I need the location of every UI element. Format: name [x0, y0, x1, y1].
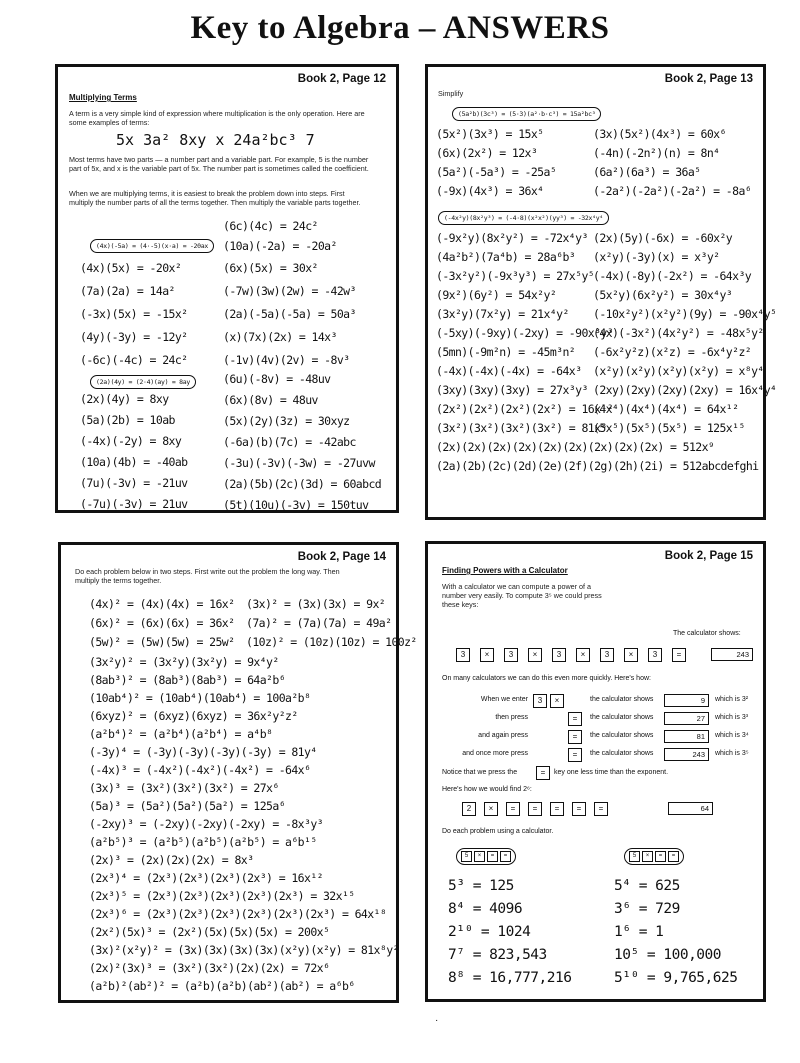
calculator-key[interactable]: 3 — [552, 648, 566, 662]
equation-line: 2¹⁰ = 1024 — [448, 924, 531, 940]
equation-line: (5t)(10u)(-3v) = 150tuv — [223, 498, 369, 512]
calculator-key[interactable]: 3 — [648, 648, 662, 662]
calculator-key[interactable]: = — [550, 802, 564, 816]
equation-line: (2x)(4y) = 8xy — [80, 392, 169, 406]
calculator-display-1: 243 — [711, 648, 753, 661]
equation-line: (3x)² = (3x)(3x) = 9x² — [246, 597, 386, 611]
equation-line: (2x³)⁶ = (2x³)(2x³)(2x³)(2x³)(2x³)(2x³) = 64x¹⁸ — [89, 907, 387, 921]
calculator-key[interactable]: × — [484, 802, 498, 816]
equation-line: (a²b⁴)² = (a²b⁴)(a²b⁴) = a⁴b⁸ — [89, 727, 273, 741]
finding-powers-heading: Finding Powers with a Calculator — [442, 566, 568, 575]
equation-line: (2a)(2b)(2c)(2d)(2e)(2f)(2g)(2h)(2i) = 512abcdefghi — [436, 459, 759, 473]
mini-keys-right — [624, 848, 684, 865]
equation-line: (x²y)(-3y)(x) = x³y² — [593, 250, 720, 264]
equation-line: (9x²)(6y²) = 54x²y² — [436, 288, 557, 302]
step-which-text: which is 3⁴ — [715, 732, 749, 739]
panel-page-12-title: Book 2, Page 12 — [297, 73, 386, 85]
equation-line: (-7u)(-3v) = 21uv — [80, 497, 188, 511]
equation-line: (-1v)(4v)(2v) = -8v³ — [223, 353, 350, 367]
equation-line: (2x)(5y)(-6x) = -60x²y — [593, 231, 733, 245]
equation-line: (4a²b²)(7a⁴b) = 28a⁶b³ — [436, 250, 576, 264]
step-shows-text: the calculator shows — [590, 750, 654, 757]
equation-line: (x)(7x)(2x) = 14x³ — [223, 330, 337, 344]
mini-calculator-key: 5 — [629, 851, 640, 862]
equation-line: (-2a²)(-2a²)(-2a²) = -8a⁶ — [593, 184, 752, 198]
equation-line: (7a)(2a) = 14a² — [80, 284, 175, 298]
panel-page-13-title: Book 2, Page 13 — [664, 73, 753, 85]
equation-line: 8⁸ = 16,777,216 — [448, 970, 572, 986]
p15-quick-text: On many calculators we can do this even more quickly. Here's how: — [442, 675, 651, 682]
equation-line: (x²y)(x²y)(x²y)(x²y) = x⁸y⁴ — [593, 364, 764, 378]
p15-here-text: Here's how we would find 2⁶: — [442, 786, 532, 793]
calculator-key[interactable]: = — [568, 712, 582, 726]
step-label: and again press — [478, 732, 528, 739]
p13-example-bubble-1: (5a²b)(3c³) = (5·3)(a²·b·c³) = 15a²bc³ — [452, 107, 601, 121]
calculator-key[interactable]: × — [576, 648, 590, 662]
equation-line: (6xyz)² = (6xyz)(6xyz) = 36x²y²z² — [89, 709, 298, 723]
equation-line: (8ab³)² = (8ab³)(8ab³) = 64a²b⁶ — [89, 673, 286, 687]
equation-line: (5a)(2b) = 10ab — [80, 413, 175, 427]
equation-line: (2a)(5b)(2c)(3d) = 60abcd — [223, 477, 382, 491]
equation-line: (4y)(-3y) = -12y² — [80, 330, 188, 344]
equation-line: (3x²y)² = (3x²y)(3x²y) = 9x⁴y² — [89, 655, 279, 669]
calculator-key[interactable]: = — [594, 802, 608, 816]
panel-page-14-title: Book 2, Page 14 — [297, 551, 386, 563]
equation-line: (10z)² = (10z)(10z) = 100z² — [246, 635, 417, 649]
equation-line: (6x)² = (6x)(6x) = 36x² — [89, 616, 235, 630]
step-label: then press — [495, 714, 528, 721]
page-title: Key to Algebra – ANSWERS — [190, 10, 610, 46]
p15-intro: With a calculator we can compute a power of a number very easily. To compute 3⁵ we could press these keys: — [442, 582, 602, 609]
equation-line: (-10x²y²)(x²y²)(9y) = -90x⁴y⁵ — [593, 307, 777, 321]
equation-line: (-3x)(5x) = -15x² — [80, 307, 188, 321]
panel-page-13 — [425, 64, 777, 520]
equation-line: (7u)(-3v) = -21uv — [80, 476, 188, 490]
equation-line: (-4x)³ = (-4x²)(-4x²)(-4x²) = -64x⁶ — [89, 763, 311, 777]
equation-line: (3x)²(x²y)² = (3x)(3x)(3x)(3x)(x²y)(x²y) = 81x⁸y² — [89, 943, 399, 957]
p12-example-terms: 5x 3a² 8xy x 24a²bc³ 7 — [116, 131, 315, 149]
equation-line: (2x²)(5x)³ = (2x²)(5x)(5x)(5x) = 200x⁵ — [89, 925, 330, 939]
equation-line: (3x)³ = (3x²)(3x²)(3x²) = 27x⁶ — [89, 781, 279, 795]
calculator-key[interactable]: × — [550, 694, 564, 708]
equation-line: (6c)(4c) = 24c² — [223, 219, 318, 233]
calculator-key[interactable]: × — [528, 648, 542, 662]
equation-line: (5a)³ = (5a²)(5a²)(5a²) = 125a⁶ — [89, 799, 286, 813]
mini-calculator-key: × — [642, 851, 653, 862]
equation-line: (2x³)⁵ = (2x³)(2x³)(2x³)(2x³)(2x³) = 32x¹⁵ — [89, 889, 355, 903]
equation-line: (-5xy)(-9xy)(-2xy) = -90x³y³ — [436, 326, 614, 340]
equation-line: (3x)(5x²)(4x³) = 60x⁶ — [593, 127, 726, 141]
step-which-text: which is 3⁵ — [715, 750, 749, 757]
step-display: 9 — [664, 694, 709, 707]
panel-page-15-title: Book 2, Page 15 — [664, 550, 753, 562]
mini-calculator-key: = — [668, 851, 679, 862]
equation-line: (7a)² = (7a)(7a) = 49a² — [246, 616, 392, 630]
calculator-key[interactable]: = — [568, 730, 582, 744]
equation-line: (10a)(-2a) = -20a² — [223, 239, 337, 253]
equation-line: (4x⁴)(4x⁴)(4x⁴) = 64x¹² — [593, 402, 739, 416]
step-which-text: which is 3³ — [715, 714, 749, 721]
equation-line: 5³ = 125 — [448, 878, 514, 894]
step-which-text: which is 3² — [715, 696, 749, 703]
step-shows-text: the calculator shows — [590, 714, 654, 721]
calculator-key[interactable]: = — [506, 802, 520, 816]
p14-intro: Do each problem below in two steps. First write out the problem the long way. Then multiply the terms together. — [75, 567, 340, 585]
equation-line: (10ab⁴)² = (10ab⁴)(10ab⁴) = 100a²b⁸ — [89, 691, 311, 705]
p12-intro: A term is a very simple kind of expression where multiplication is the only operation. Here are some examples of terms: — [69, 109, 365, 127]
equation-line: (6x)(5x) = 30x² — [223, 261, 318, 275]
equation-line: (-9x)(4x³) = 36x⁴ — [436, 184, 544, 198]
calculator-key[interactable]: 3 — [504, 648, 518, 662]
equation-line: (4x)² = (4x)(4x) = 16x² — [89, 597, 235, 611]
panel-page-15 — [425, 541, 766, 1002]
step-shows-text: the calculator shows — [590, 732, 654, 739]
calculator-key[interactable]: = — [568, 748, 582, 762]
step-display: 27 — [664, 712, 709, 725]
equation-line: (-7w)(3w)(2w) = -42w³ — [223, 284, 356, 298]
equation-line: 5¹⁰ = 9,765,625 — [614, 970, 738, 986]
p12-example-bubble-1: (4x)(-5a) = (4·-5)(x·a) = -20ax — [90, 239, 214, 253]
step-display: 243 — [664, 748, 709, 761]
equation-line: 8⁴ = 4096 — [448, 901, 523, 917]
calculator-key[interactable]: × — [480, 648, 494, 662]
equation-line: (3xy)(3xy)(3xy) = 27x³y³ — [436, 383, 588, 397]
p13-simplify-label: Simplify — [438, 89, 464, 98]
equation-line: (5x²)(3x³) = 15x⁵ — [436, 127, 544, 141]
equation-line: (2x)³ = (2x)(2x)(2x) = 8x³ — [89, 853, 254, 867]
multiplying-terms-heading: Multiplying Terms — [69, 93, 137, 102]
calculator-key[interactable]: × — [624, 648, 638, 662]
equation-line: (-4x)(-4x)(-4x) = -64x³ — [436, 364, 582, 378]
equation-line: (2x²)(2x²)(2x²)(2x²) = 16x¹² — [436, 402, 614, 416]
equation-line: (2a)(-5a)(-5a) = 50a³ — [223, 307, 356, 321]
calculator-key[interactable]: 3 — [533, 694, 547, 708]
equals-key-inline: = — [536, 766, 550, 780]
equation-line: (10a)(4b) = -40ab — [80, 455, 188, 469]
calculator-key[interactable]: 2 — [462, 802, 476, 816]
calculator-key[interactable]: 3 — [600, 648, 614, 662]
p13-example-bubble-2: (-4x²y)(8x²y³) = (-4·8)(x²x²)(yy³) = -32x⁴y⁴ — [438, 211, 609, 225]
stray-mark: · — [435, 1015, 439, 1026]
calculator-display-2: 64 — [668, 802, 713, 815]
equation-line: (6a²)(6a³) = 36a⁵ — [593, 165, 701, 179]
mini-calculator-key: = — [655, 851, 666, 862]
equation-line: (5x)(2y)(3z) = 30xyz — [223, 414, 350, 428]
panel-page-12 — [55, 64, 399, 513]
equation-line: (6x)(2x²) = 12x³ — [436, 146, 538, 160]
step-shows-text: the calculator shows — [590, 696, 654, 703]
equation-line: 10⁵ = 100,000 — [614, 947, 721, 963]
mini-calculator-key: 5 — [461, 851, 472, 862]
equation-line: 3⁶ = 729 — [614, 901, 680, 917]
equation-line: (6u)(-8v) = -48uv — [223, 372, 331, 386]
equation-line: (-3x²y²)(-9x³y³) = 27x⁵y⁵ — [436, 269, 595, 283]
mini-calculator-key: = — [500, 851, 511, 862]
equation-line: (2x³)⁴ = (2x³)(2x³)(2x³)(2x³) = 16x¹² — [89, 871, 323, 885]
equation-line: (a²b)²(ab²)² = (a²b)(a²b)(ab²)(ab²) = a⁶b⁶ — [89, 979, 355, 993]
equation-line: (5x⁵)(5x⁵)(5x⁵) = 125x¹⁵ — [593, 421, 745, 435]
step-display: 81 — [664, 730, 709, 743]
equation-line: (a²b⁵)³ = (a²b⁵)(a²b⁵)(a²b⁵) = a⁶b¹⁵ — [89, 835, 317, 849]
equation-line: (2xy)(2xy)(2xy)(2xy) = 16x⁴y⁴ — [593, 383, 777, 397]
equation-line: (6x)(8v) = 48uv — [223, 393, 318, 407]
equation-line: (-6x²y²z)(x²z) = -6x⁴y²z² — [593, 345, 752, 359]
equation-line: (5a²)(-5a³) = -25a⁵ — [436, 165, 557, 179]
equation-line: (3x²)(3x²)(3x²)(3x²) = 81x⁸ — [436, 421, 607, 435]
equation-line: (2x)²(3x)³ = (3x²)(3x²)(2x)(2x) = 72x⁶ — [89, 961, 330, 975]
step-label: and once more press — [462, 750, 528, 757]
equation-line: (-4n)(-2n²)(n) = 8n⁴ — [593, 146, 720, 160]
calculator-key[interactable]: = — [528, 802, 542, 816]
p12-example-bubble-2: (2a)(4y) = (2·4)(ay) = 8ay — [90, 375, 196, 389]
equation-line: (5x²y)(6x²y²) = 30x⁴y³ — [593, 288, 733, 302]
equation-line: (4x)(5x) = -20x² — [80, 261, 182, 275]
equation-line: (-6a)(b)(7c) = -42abc — [223, 435, 356, 449]
equation-line: (-2xy)³ = (-2xy)(-2xy)(-2xy) = -8x³y³ — [89, 817, 323, 831]
equation-line: 7⁷ = 823,543 — [448, 947, 547, 963]
panel-page-14 — [58, 542, 417, 1003]
equation-line: (-9x²y)(8x²y²) = -72x⁴y³ — [436, 231, 588, 245]
equation-line: 1⁶ = 1 — [614, 924, 664, 940]
calculator-key[interactable]: = — [572, 802, 586, 816]
calculator-key[interactable]: = — [672, 648, 686, 662]
equation-line: (-4x)(-2y) = 8xy — [80, 434, 182, 448]
mini-keys-left — [456, 848, 516, 865]
equation-line: (-4x)(-8y)(-2x²) = -64x³y — [593, 269, 752, 283]
p12-para3: When we are multiplying terms, it is easiest to break the problem down into steps. First multiply the number parts of all the terms together. Then multiply the variable parts together. — [69, 189, 361, 207]
equation-line: (-3u)(-3v)(-3w) = -27uvw — [223, 456, 375, 470]
p15-do-each: Do each problem using a calculator. — [442, 828, 554, 835]
equation-line: (3x²y)(7x²y) = 21x⁴y² — [436, 307, 569, 321]
p12-para2: Most terms have two parts — a number part and a variable part. For example, 5 is the number part of 5x, and x is the variable part of 5x. The number part is sometimes called the coefficient. — [69, 155, 369, 173]
p15-notice-b: key one less time than the exponent. — [554, 769, 669, 776]
step-label: When we enter — [480, 696, 528, 703]
equation-line: (2x)(2x)(2x)(2x)(2x)(2x)(2x)(2x)(2x) = 512x⁹ — [436, 440, 715, 454]
calculator-shows-label: The calculator shows: — [673, 630, 741, 637]
mini-calculator-key: = — [487, 851, 498, 862]
equation-line: (4x)(-3x²)(4x²y²) = -48x⁵y² — [593, 326, 764, 340]
mini-calculator-key: × — [474, 851, 485, 862]
equation-line: (-6c)(-4c) = 24c² — [80, 353, 188, 367]
equation-line: (-3y)⁴ = (-3y)(-3y)(-3y)(-3y) = 81y⁴ — [89, 745, 317, 759]
equation-line: (5w)² = (5w)(5w) = 25w² — [89, 635, 235, 649]
equation-line: 5⁴ = 625 — [614, 878, 680, 894]
calculator-key[interactable]: 3 — [456, 648, 470, 662]
equation-line: (5mn)(-9m²n) = -45m³n² — [436, 345, 576, 359]
p15-notice-a: Notice that we press the — [442, 769, 518, 776]
